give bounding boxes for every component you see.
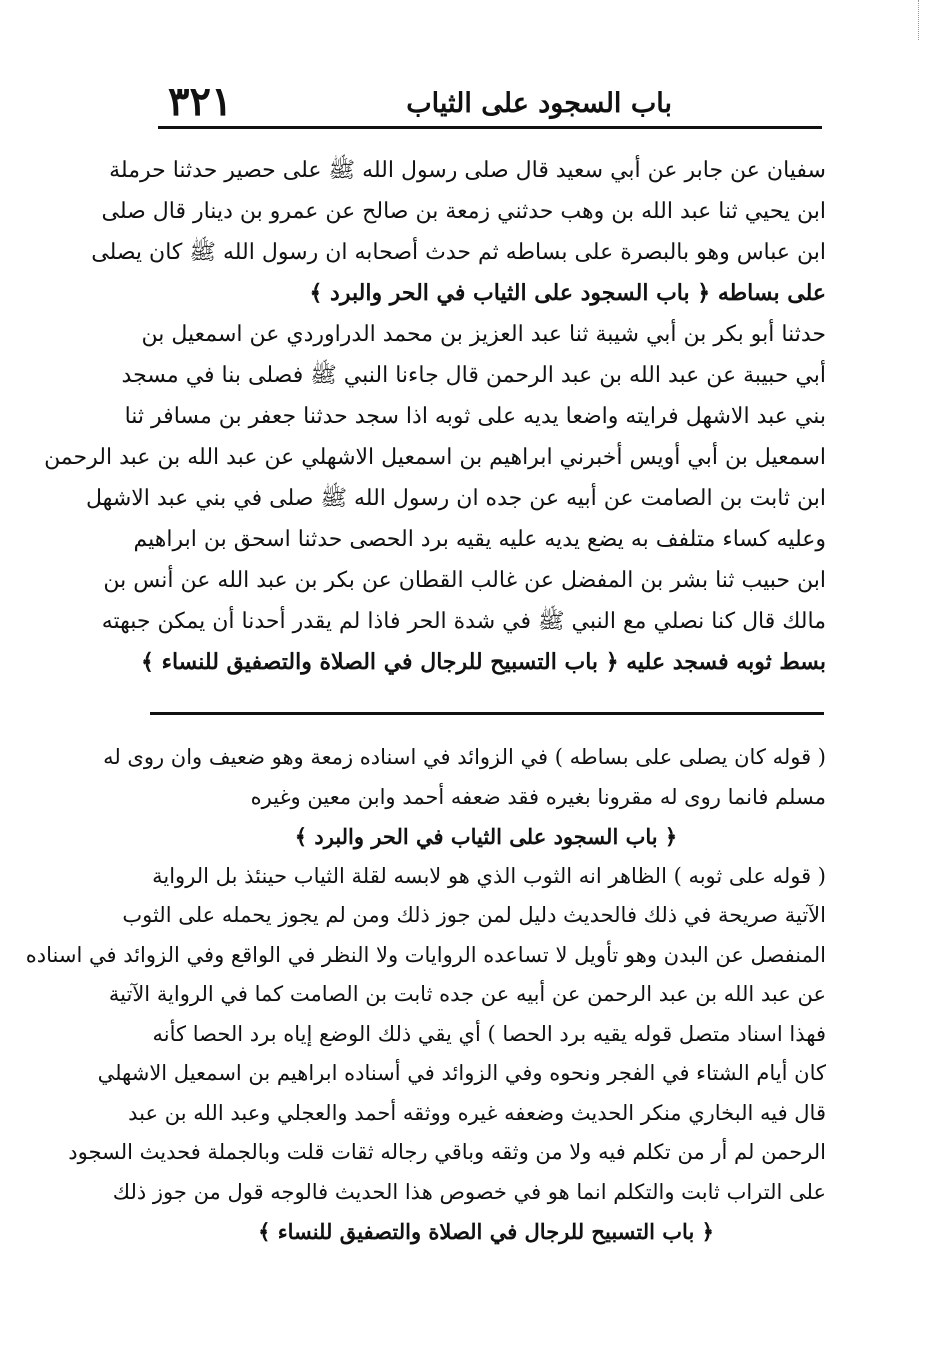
- main-line: بني عبد الاشهل فرايته واضعا يديه على ثوبه اذا سجد حدثنا جعفر بن مسافر ثنا: [124, 404, 826, 429]
- note-line: فهذا اسناد متصل قوله يقيه برد الحصا ) أي يقي ذلك الوضع إياه برد الحصا كأنه: [152, 1021, 826, 1046]
- chapter-title: باب السجود على الثياب: [406, 88, 672, 119]
- commentary-notes: [25, 738, 826, 1252]
- note-line: ( قوله على ثوبه ) الظاهر انه الثوب الذي هو لابسه لقلة الثياب حينئذ بل الرواية: [152, 863, 826, 888]
- note-line: على التراب ثابت والتكلم انما هو في خصوص هذا الحديث فالوجه قول من جوز ذلك: [112, 1179, 826, 1204]
- main-line: ابن ثابت بن الصامت عن أبيه عن جده ان رسول الله ﷺ صلى في بني عبد الاشهل: [86, 486, 826, 511]
- main-text: [44, 150, 826, 683]
- chapter-heading-line: على بساطه ﴿ باب السجود على الثياب في الحر والبرد ﴾: [309, 280, 826, 306]
- note-line: عن عبد الله بن عبد الرحمن عن أبيه عن جده ثابت بن الصامت كما في الرواية الآتية: [108, 982, 826, 1006]
- note-line: مسلم فانما روى له مقرونا بغيره فقد ضعفه أحمد وابن معين وغيره: [250, 784, 826, 809]
- note-line: ( قوله كان يصلى على بساطه ) في الزوائد في اسناده زمعة وهو ضعيف وان روى له: [103, 745, 826, 769]
- note-line: المنفصل عن البدن وهو تأويل لا تساعده الروايات ولا النظر في الواقع وفي الزوائد في اسناده: [25, 942, 826, 967]
- chapter-heading-line: بسط ثوبه فسجد عليه ﴿ باب التسبيح للرجال في الصلاة والتصفيق للنساء ﴾: [141, 649, 826, 675]
- note-line: كان أيام الشتاء في الفجر ونحوه وفي الزوائد في أسناده ابراهيم بن اسمعيل الاشهلي: [97, 1061, 826, 1085]
- main-line: ابن يحيي ثنا عبد الله بن وهب حدثني زمعة بن صالح عن عمرو بن دينار قال صلى: [101, 199, 826, 224]
- main-line: ابن عباس وهو بالبصرة على بساطه ثم حدث أصحابه ان رسول الله ﷺ كان يصلى: [91, 240, 826, 265]
- page-number: ٣٢١: [168, 78, 233, 125]
- main-line: أبي حبيبة عن عبد الله بن عبد الرحمن قال جاءنا النبي ﷺ فصلى بنا في مسجد: [121, 363, 826, 388]
- footnote-separator: [150, 712, 824, 715]
- page-header: [158, 78, 822, 128]
- main-line: سفيان عن جابر عن أبي سعيد قال صلى رسول الله ﷺ على حصير حدثنا حرملة: [109, 158, 826, 183]
- main-line: حدثنا أبو بكر بن أبي شيبة ثنا عبد العزيز بن محمد الدراوردي عن اسمعيل بن: [141, 322, 826, 347]
- note-line: قال فيه البخاري منكر الحديث وضعفه غيره ووثقه أحمد والعجلي وعبد الله بن عبد: [128, 1100, 826, 1125]
- note-line: الرحمن لم أر من تكلم فيه ولا من وثقه وباقي رجاله ثقات قلت وبالجملة فحديث السجود: [68, 1140, 826, 1164]
- main-line: مالك قال كنا نصلي مع النبي ﷺ في شدة الحر فاذا لم يقدر أحدنا أن يمكن جبهته: [101, 609, 826, 634]
- main-line: ابن حبيب ثنا بشر بن المفضل عن غالب القطان عن بكر بن عبد الله عن أنس بن: [103, 568, 826, 593]
- main-line: اسمعيل بن أبي أويس أخبرني ابراهيم بن اسمعيل الاشهلي عن عبد الله بن عبد الرحمن: [44, 445, 826, 470]
- note-chapter-heading: ﴿ باب السجود على الثياب في الحر والبرد ﴾: [294, 824, 678, 849]
- scan-edge-mark: [916, 0, 919, 40]
- note-chapter-heading: ﴿ باب التسبيح للرجال في الصلاة والتصفيق للنساء ﴾: [258, 1219, 714, 1244]
- note-line: الآتية صريحة في ذلك فالحديث دليل لمن جوز ذلك ومن لم يجوز يحمله على الثوب: [122, 903, 826, 927]
- main-line: وعليه كساء متلفف به يضع يديه عليه يقيه برد الحصى حدثنا اسحق بن ابراهيم: [133, 527, 826, 552]
- header-rule: [158, 126, 822, 129]
